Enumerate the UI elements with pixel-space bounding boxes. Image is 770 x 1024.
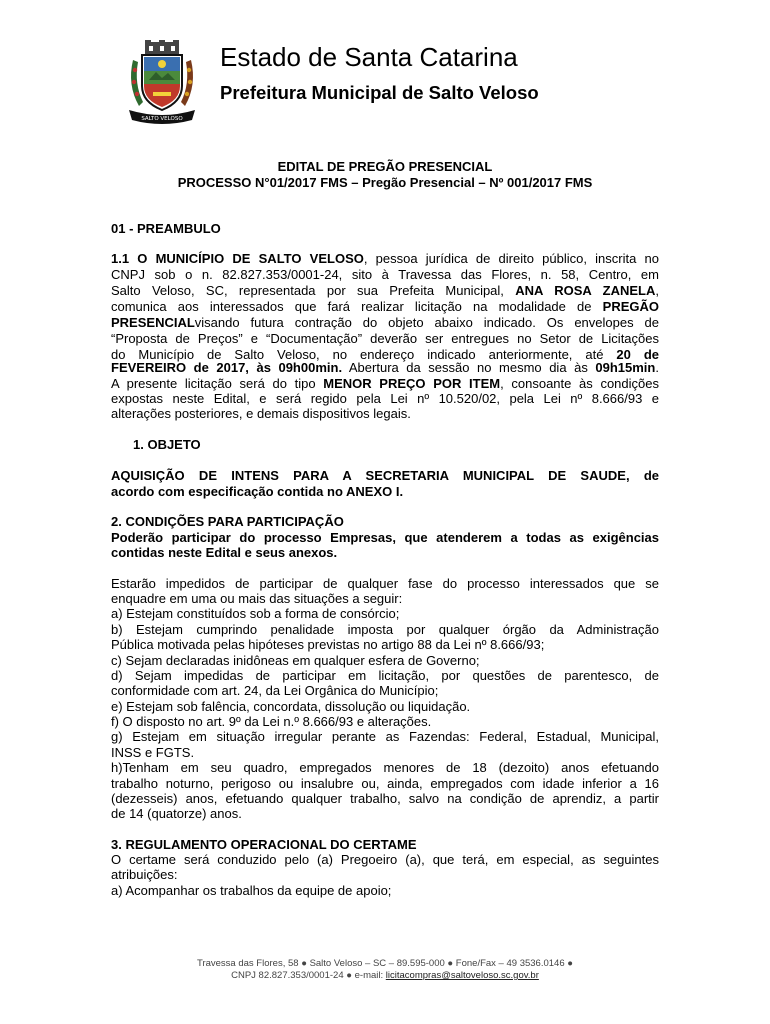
condicoes-line: g) Estejam em situação irregular perante as Fazendas: Federal, Estadual, Municipal,	[111, 729, 659, 744]
preambulo-line: expostas neste Edital, e será regido pela Lei nº 10.520/02, pela Lei nº 8.666/93 e	[111, 391, 659, 406]
condicoes-line: INSS e FGTS.	[111, 745, 195, 760]
text-run: comunica aos interessados que fará realizar licitação na modalidade de	[111, 299, 603, 314]
regulamento-line: atribuições:	[111, 867, 178, 882]
condicoes-line: f) O disposto no art. 9º da Lei n.º 8.666/93 e alterações.	[111, 714, 432, 729]
text-run: Salto Veloso, SC, representada por sua Prefeita Municipal,	[111, 283, 516, 298]
preambulo-line: CNPJ sob o n. 82.827.353/0001-24, sito à Travessa das Flores, n. 58, Centro, em	[111, 267, 659, 282]
tipo-bold: MENOR PREÇO POR ITEM	[323, 376, 501, 391]
condicoes-line: d) Sejam impedidas de participar em licitação, por questões de parentesco, de	[111, 668, 659, 683]
state-title: Estado de Santa Catarina	[220, 42, 518, 72]
preambulo-line	[111, 283, 659, 299]
preambulo-line	[111, 360, 659, 376]
condicoes-line: trabalho noturno, perigoso ou insalubre ou, ainda, empregados com idade inferior a 16	[111, 776, 659, 791]
time-bold: 09h15min	[595, 360, 656, 375]
preambulo-line	[111, 299, 659, 315]
text-run: A presente licitação será do tipo	[111, 376, 324, 391]
text-run: do Município de Salto Veloso, no endereço indicado anteriormente, até	[111, 347, 617, 362]
condicoes-bold-line: Poderão participar do processo Empresas, que atenderem a todas as exigências	[111, 530, 659, 545]
crest-banner-text: SALTO VELOSO	[141, 116, 183, 122]
text-run: , consoante às condições	[500, 376, 659, 391]
preambulo-line	[111, 251, 659, 267]
prefeita-name: ANA ROSA ZANELA	[515, 283, 656, 298]
edital-title: EDITAL DE PREGÃO PRESENCIAL	[277, 159, 493, 174]
section-condicoes-heading: 2. CONDIÇÕES PARA PARTICIPAÇÃO	[111, 514, 344, 529]
modalidade-bold: PREGÃO	[602, 299, 659, 314]
condicoes-bold-line: contidas neste Edital e seus anexos.	[111, 545, 338, 560]
text-run: Abertura da sessão no mesmo dia às	[342, 360, 596, 375]
condicoes-line: c) Sejam declaradas inidôneas em qualquer esfera de Governo;	[111, 653, 480, 668]
preambulo-line: alterações posteriores, e demais dispositivos legais.	[111, 406, 411, 421]
condicoes-line: Estarão impedidos de participar de qualquer fase do processo interessados que se	[111, 576, 659, 591]
condicoes-line: Pública motivada pelas hipóteses previstas no artigo 88 da Lei nº 8.666/93;	[111, 637, 545, 652]
text-run: .	[655, 360, 659, 375]
text-run: visando futura contração do objeto abaixo indicado. Os envelopes de	[194, 315, 659, 330]
text-run: ,	[655, 283, 660, 298]
condicoes-line: enquadre em uma ou mais das situações a seguir:	[111, 591, 403, 606]
footer-address: Travessa das Flores, 58 ● Salto Veloso – SC – 89.595-000 ● Fone/Fax – 49 3536.0146 ●	[197, 958, 573, 969]
coat-of-arms-logo	[125, 40, 199, 126]
condicoes-line: de 14 (quatorze) anos.	[111, 806, 242, 821]
objeto-line: AQUISIÇÃO DE INTENS PARA A SECRETARIA MUNICIPAL DE SAUDE, de	[111, 468, 659, 483]
municipio-name: 1.1 O MUNICÍPIO DE SALTO VELOSO	[111, 251, 364, 266]
date-bold: 20 de	[616, 347, 659, 362]
condicoes-line: b) Estejam cumprindo penalidade imposta por qualquer órgão da Administração	[111, 622, 659, 637]
regulamento-line: O certame será conduzido pelo (a) Pregoeiro (a), que terá, em especial, as seguintes	[111, 852, 659, 867]
regulamento-line: a) Acompanhar os trabalhos da equipe de apoio;	[111, 883, 392, 898]
condicoes-line: (dezesseis) anos, efetuando qualquer trabalho, salvo na condição de aprendiz, a partir	[111, 791, 659, 806]
footer-email-link[interactable]: licitacompras@saltoveloso.sc.gov.br	[385, 970, 539, 981]
processo-title: PROCESSO N°01/2017 FMS – Pregão Presencial – Nº 001/2017 FMS	[177, 175, 593, 190]
condicoes-line: h)Tenham em seu quadro, empregados menores de 18 (dezoito) anos efetuando	[111, 760, 659, 775]
condicoes-line: a) Estejam constituídos sob a forma de consórcio;	[111, 606, 400, 621]
footer-contact	[0, 970, 770, 982]
prefeitura-title: Prefeitura Municipal de Salto Veloso	[220, 82, 539, 103]
condicoes-line: e) Estejam sob falência, concordata, dissolução ou liquidação.	[111, 699, 471, 714]
section-regulamento-heading: 3. REGULAMENTO OPERACIONAL DO CERTAME	[111, 837, 417, 852]
section-objeto-heading: 1. OBJETO	[133, 437, 201, 452]
footer-cnpj: CNPJ 82.827.353/0001-24 ● e-mail:	[231, 970, 386, 981]
condicoes-line: conformidade com art. 24, da Lei Orgânica do Município;	[111, 683, 439, 698]
section-preambulo-heading: 01 - PREAMBULO	[111, 221, 221, 236]
modalidade-bold: PRESENCIAL	[111, 315, 195, 330]
preambulo-line	[111, 315, 659, 331]
objeto-line: acordo com especificação contida no ANEXO I.	[111, 484, 404, 499]
date-bold: FEVEREIRO de 2017, às 09h00min.	[111, 360, 343, 375]
preambulo-line	[111, 376, 659, 392]
preambulo-line: “Proposta de Preços” e “Documentação” deverão ser entregues no Setor de Licitações	[111, 331, 659, 346]
text-run: , pessoa jurídica de direito público, inscrita no	[363, 251, 659, 266]
